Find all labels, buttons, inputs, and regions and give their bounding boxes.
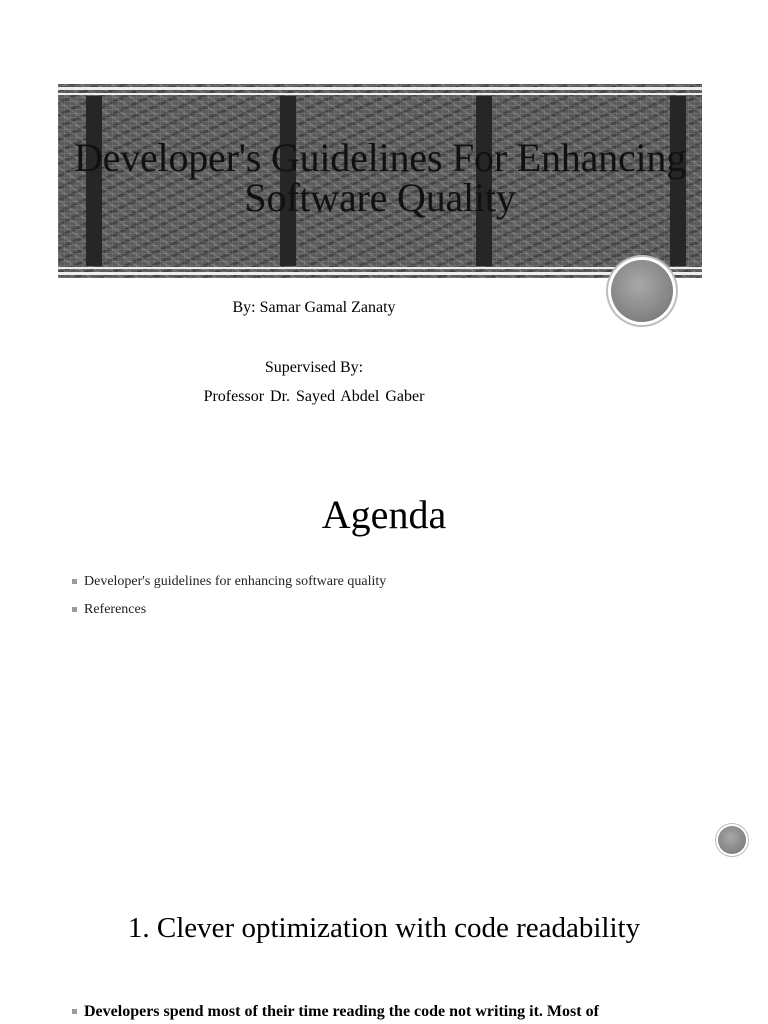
banner-stripe <box>58 87 702 90</box>
agenda-list <box>72 568 386 624</box>
agenda-item <box>72 568 386 596</box>
presentation-title: Developer's Guidelines For Enhancing Software Quality <box>73 135 687 220</box>
banner-stripe <box>58 267 702 269</box>
section-bullet <box>72 1000 599 1024</box>
banner-stripe <box>58 93 702 95</box>
bullet-icon <box>72 607 77 612</box>
agenda-item-text: References <box>84 602 147 617</box>
banner-stripe <box>58 272 702 275</box>
title-banner <box>58 84 702 278</box>
supervisor-name: Professor Dr. Sayed Abdel Gaber <box>203 388 425 405</box>
section-bullet-text: Developers spend most of their time reading the code not writing it. Most of <box>84 1003 599 1020</box>
agenda-title: Agenda <box>321 492 447 537</box>
agenda-item <box>72 596 386 624</box>
bullet-icon <box>72 579 77 584</box>
author-line: By: Samar Gamal Zanaty <box>232 299 396 316</box>
bullet-icon <box>72 1009 77 1014</box>
section-title: 1. Clever optimization with code readability <box>127 912 641 944</box>
slide-badge-icon <box>718 826 746 854</box>
agenda-item-text: Developer's guidelines for enhancing software quality <box>84 574 387 589</box>
supervised-by-label: Supervised By: <box>264 359 364 376</box>
